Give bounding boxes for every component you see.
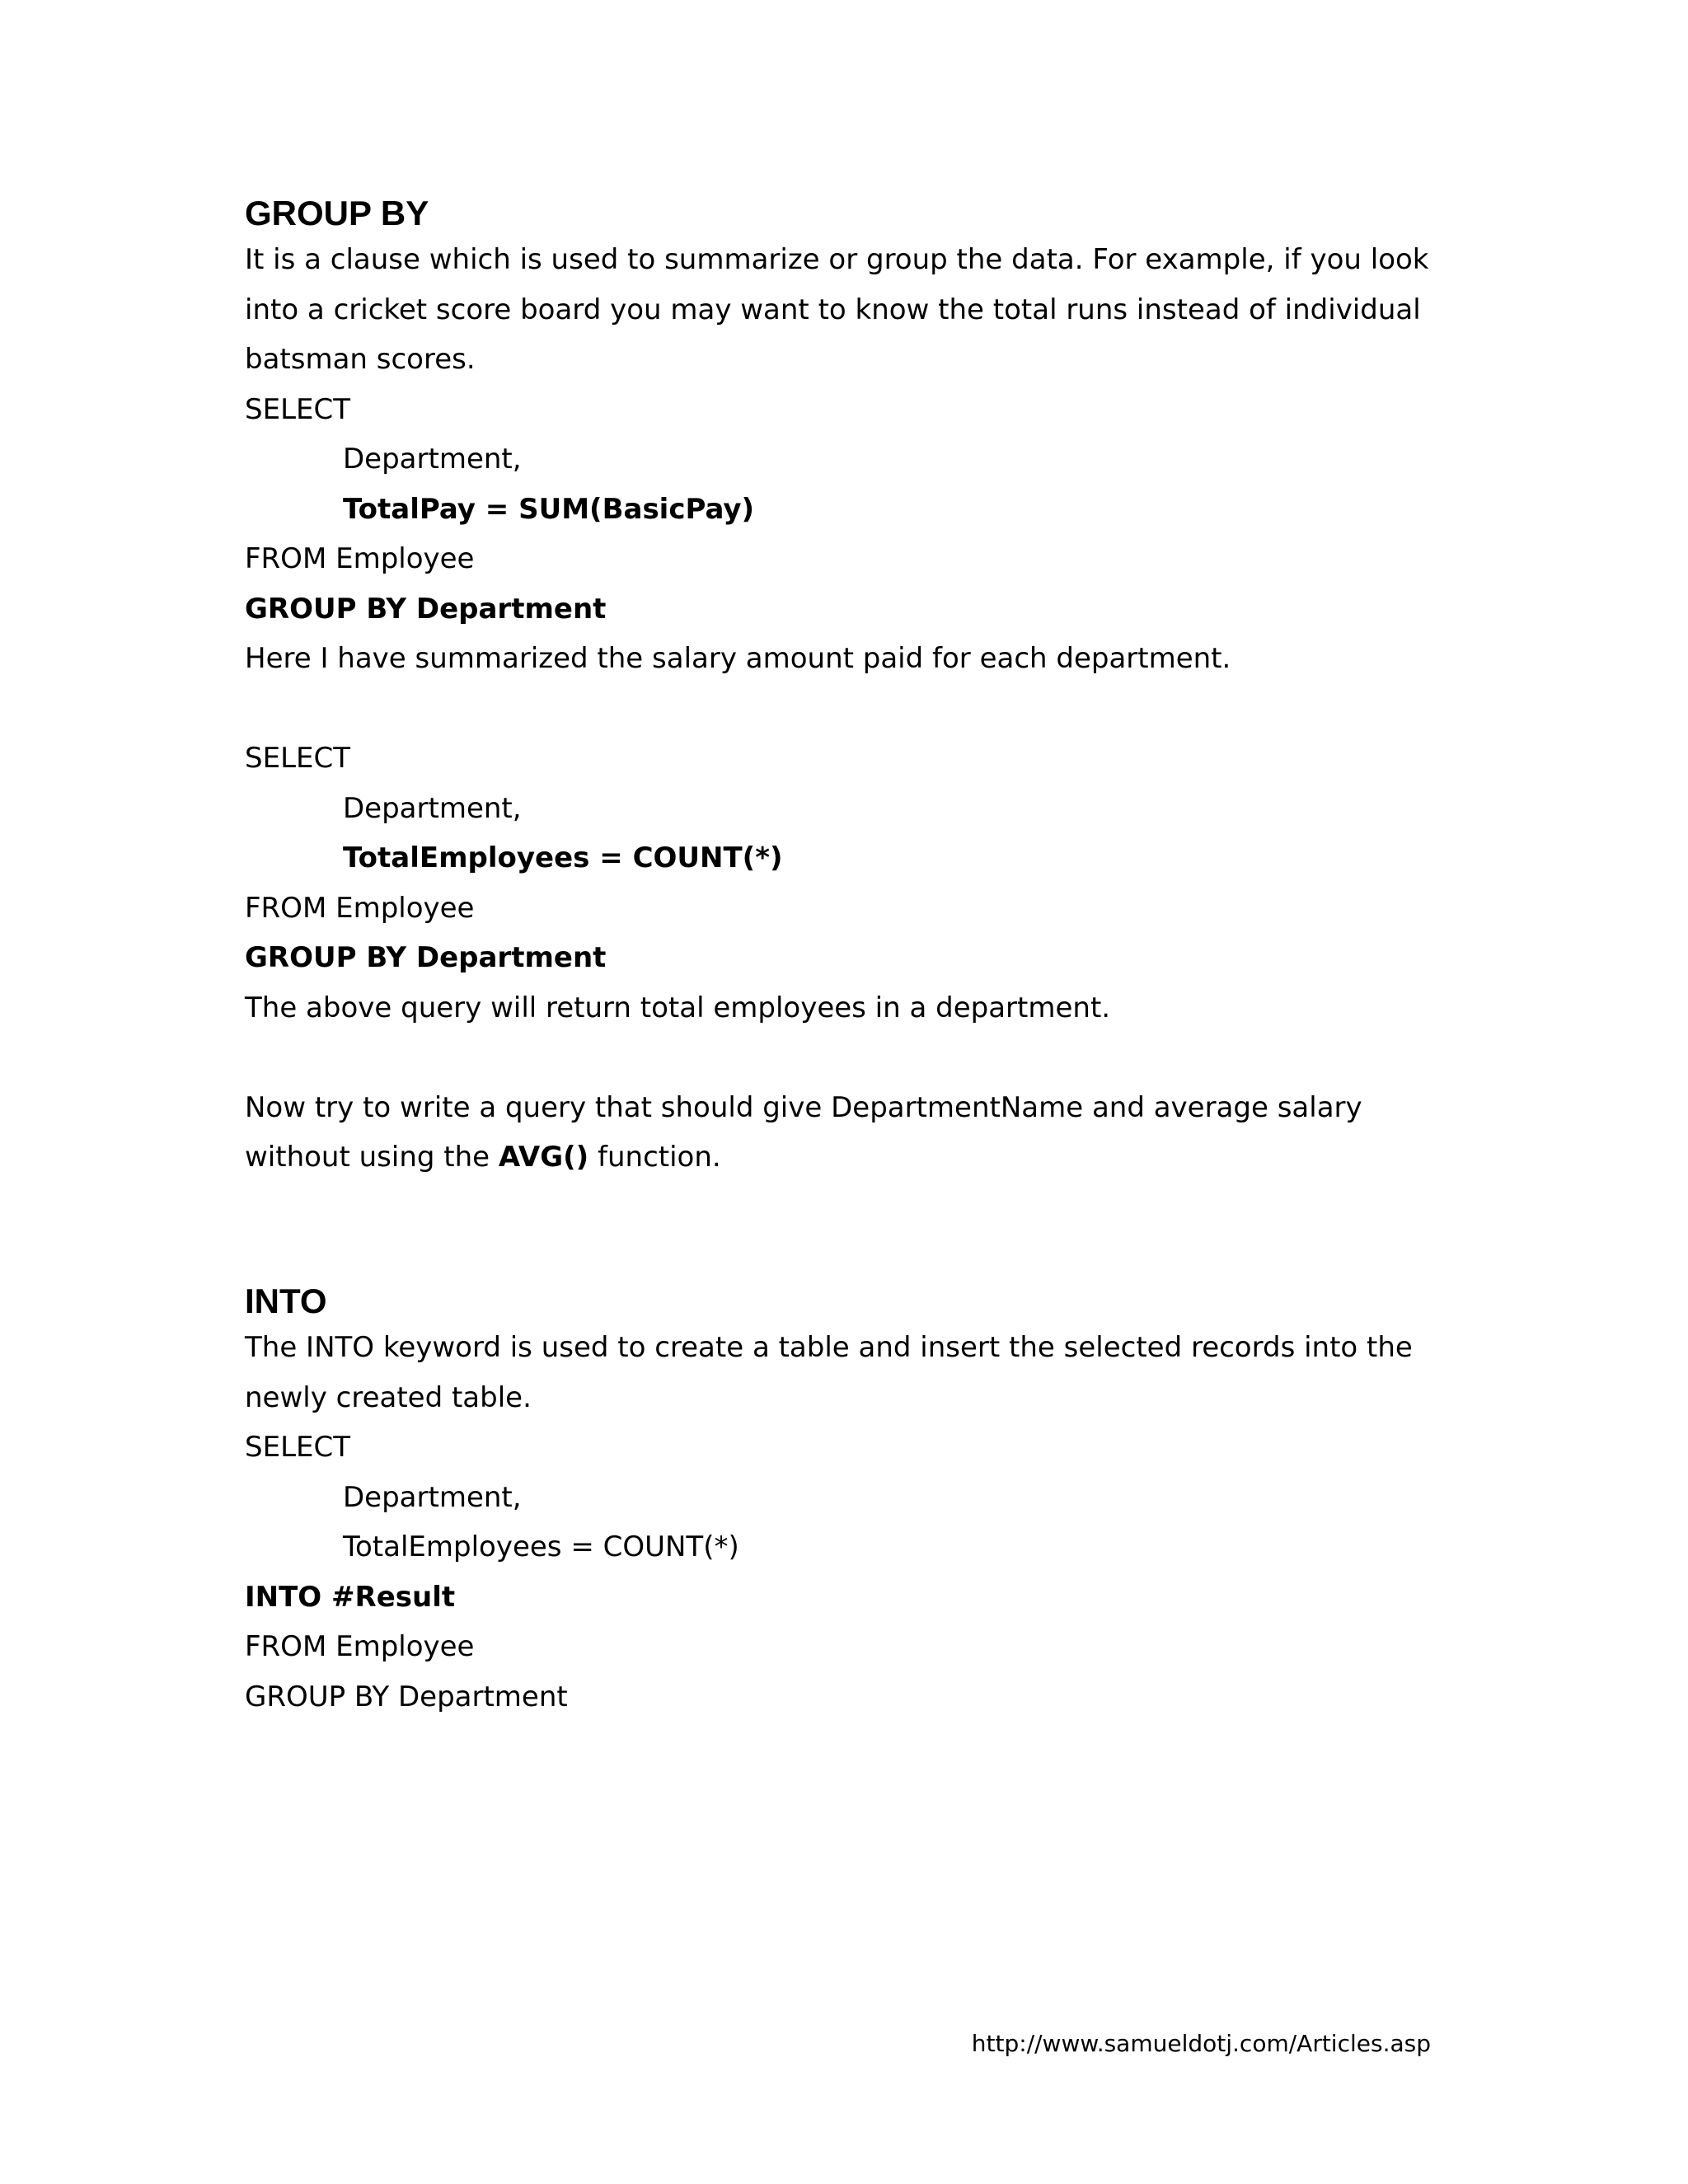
- code-line-from: FROM Employee: [245, 891, 475, 925]
- paragraph-line: newly created table.: [245, 1380, 532, 1414]
- paragraph-line: Here I have summarized the salary amount paid for each department.: [245, 642, 1231, 675]
- paragraph-line: into a cricket score board you may want to know the total runs instead of individual: [245, 293, 1421, 326]
- code-line-column: Department,: [343, 443, 522, 476]
- section-heading-into: INTO: [245, 1282, 327, 1320]
- code-line-group-by: GROUP BY Department: [245, 592, 607, 626]
- spacer: [245, 1183, 1456, 1233]
- code-line-column-bold: TotalPay = SUM(BasicPay): [343, 492, 755, 526]
- code-line-select: SELECT: [245, 392, 350, 426]
- code-line-select: SELECT: [245, 742, 350, 775]
- spacer: [245, 684, 1456, 734]
- code-line-from: FROM Employee: [245, 1630, 475, 1663]
- text-run: without using the: [245, 1141, 499, 1174]
- text-run-bold: AVG(): [498, 1141, 589, 1174]
- paragraph-line-exercise: [245, 1132, 1456, 1183]
- text-run: function.: [588, 1141, 721, 1174]
- code-line-column-bold: TotalEmployees = COUNT(*): [343, 841, 783, 874]
- document-content: [245, 192, 1456, 1722]
- code-line-select: SELECT: [245, 1431, 350, 1464]
- spacer: [245, 1033, 1456, 1083]
- section-heading-group-by: GROUP BY: [245, 194, 429, 232]
- spacer: [245, 1232, 1456, 1280]
- code-line-column: TotalEmployees = COUNT(*): [343, 1530, 739, 1563]
- footer-url: http://www.samueldotj.com/Articles.asp: [971, 2030, 1431, 2057]
- paragraph-line: It is a clause which is used to summarize or group the data. For example, if you look: [245, 243, 1429, 276]
- code-line-group-by: GROUP BY Department: [245, 941, 607, 974]
- paragraph-line: The INTO keyword is used to create a table and insert the selected records into the: [245, 1331, 1413, 1364]
- code-line-group-by: GROUP BY Department: [245, 1680, 568, 1713]
- paragraph-line: Now try to write a query that should give DepartmentName and average salary: [245, 1090, 1362, 1124]
- paragraph-line: The above query will return total employees in a department.: [245, 991, 1111, 1024]
- paragraph-line: batsman scores.: [245, 343, 476, 376]
- code-line-into: INTO #Result: [245, 1580, 456, 1614]
- code-line-from: FROM Employee: [245, 542, 475, 575]
- code-line-column: Department,: [343, 791, 522, 825]
- code-line-column: Department,: [343, 1480, 522, 1514]
